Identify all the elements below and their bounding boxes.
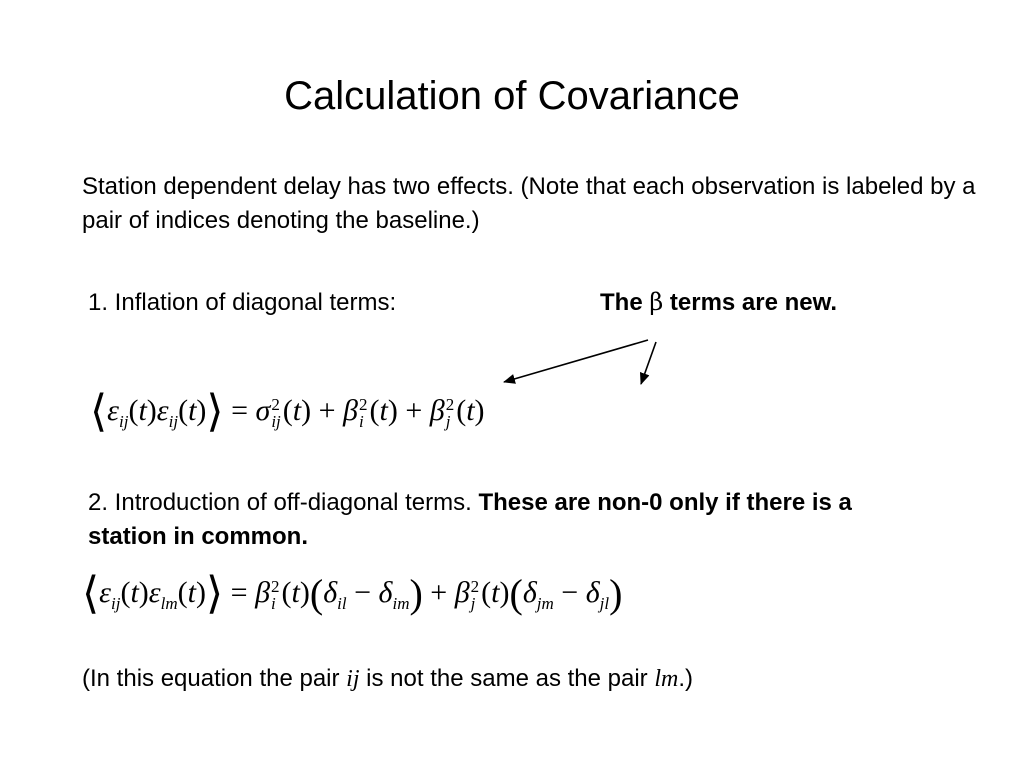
item-2-plain: 2. Introduction of off-diagonal terms. bbox=[88, 489, 479, 516]
closing-note bbox=[82, 662, 693, 696]
closing-var-ij: ij bbox=[346, 666, 360, 692]
item-1-label: 1. Inflation of diagonal terms: bbox=[88, 289, 397, 316]
beta-note-prefix: The bbox=[600, 289, 650, 316]
arrow-to-beta-i bbox=[504, 340, 648, 382]
arrow-to-beta-j bbox=[641, 342, 656, 384]
closing-part-2: is not the same as the pair bbox=[359, 665, 655, 692]
beta-symbol: β bbox=[649, 288, 664, 316]
closing-part-3: .) bbox=[678, 665, 694, 692]
equation-diagonal: $⟨\varepsilon_{ij}(t)\varepsilon_{ij}(t)⟩ = \sigma$ 2 ij (t) + β 2 i (t) + β 2 j (t) bbox=[90, 387, 485, 436]
item-2-paragraph bbox=[88, 486, 908, 554]
closing-var-lm: lm bbox=[654, 666, 679, 692]
beta-note-suffix: terms are new. bbox=[663, 289, 838, 316]
item-2-bold: These are non-0 only if there is a station in common. bbox=[88, 489, 852, 550]
intro-paragraph: Station dependent delay has two effects. (Note that each observation is labeled by a pair of indices denoting the baseline.) bbox=[82, 173, 976, 234]
equation-off-diagonal: $⟨\varepsilon_{ij}(t)\varepsilon_{lm}(t)⟩ = \beta$ 2 i $(t)(\delta_{il} - \delta_{im}) + \beta$ 2 j $(t)(\delta_{jm} - \delta_{jl})$ bbox=[82, 569, 623, 618]
slide-title: Calculation of Covariance bbox=[284, 74, 740, 118]
closing-part-1: (In this equation the pair bbox=[82, 665, 347, 692]
